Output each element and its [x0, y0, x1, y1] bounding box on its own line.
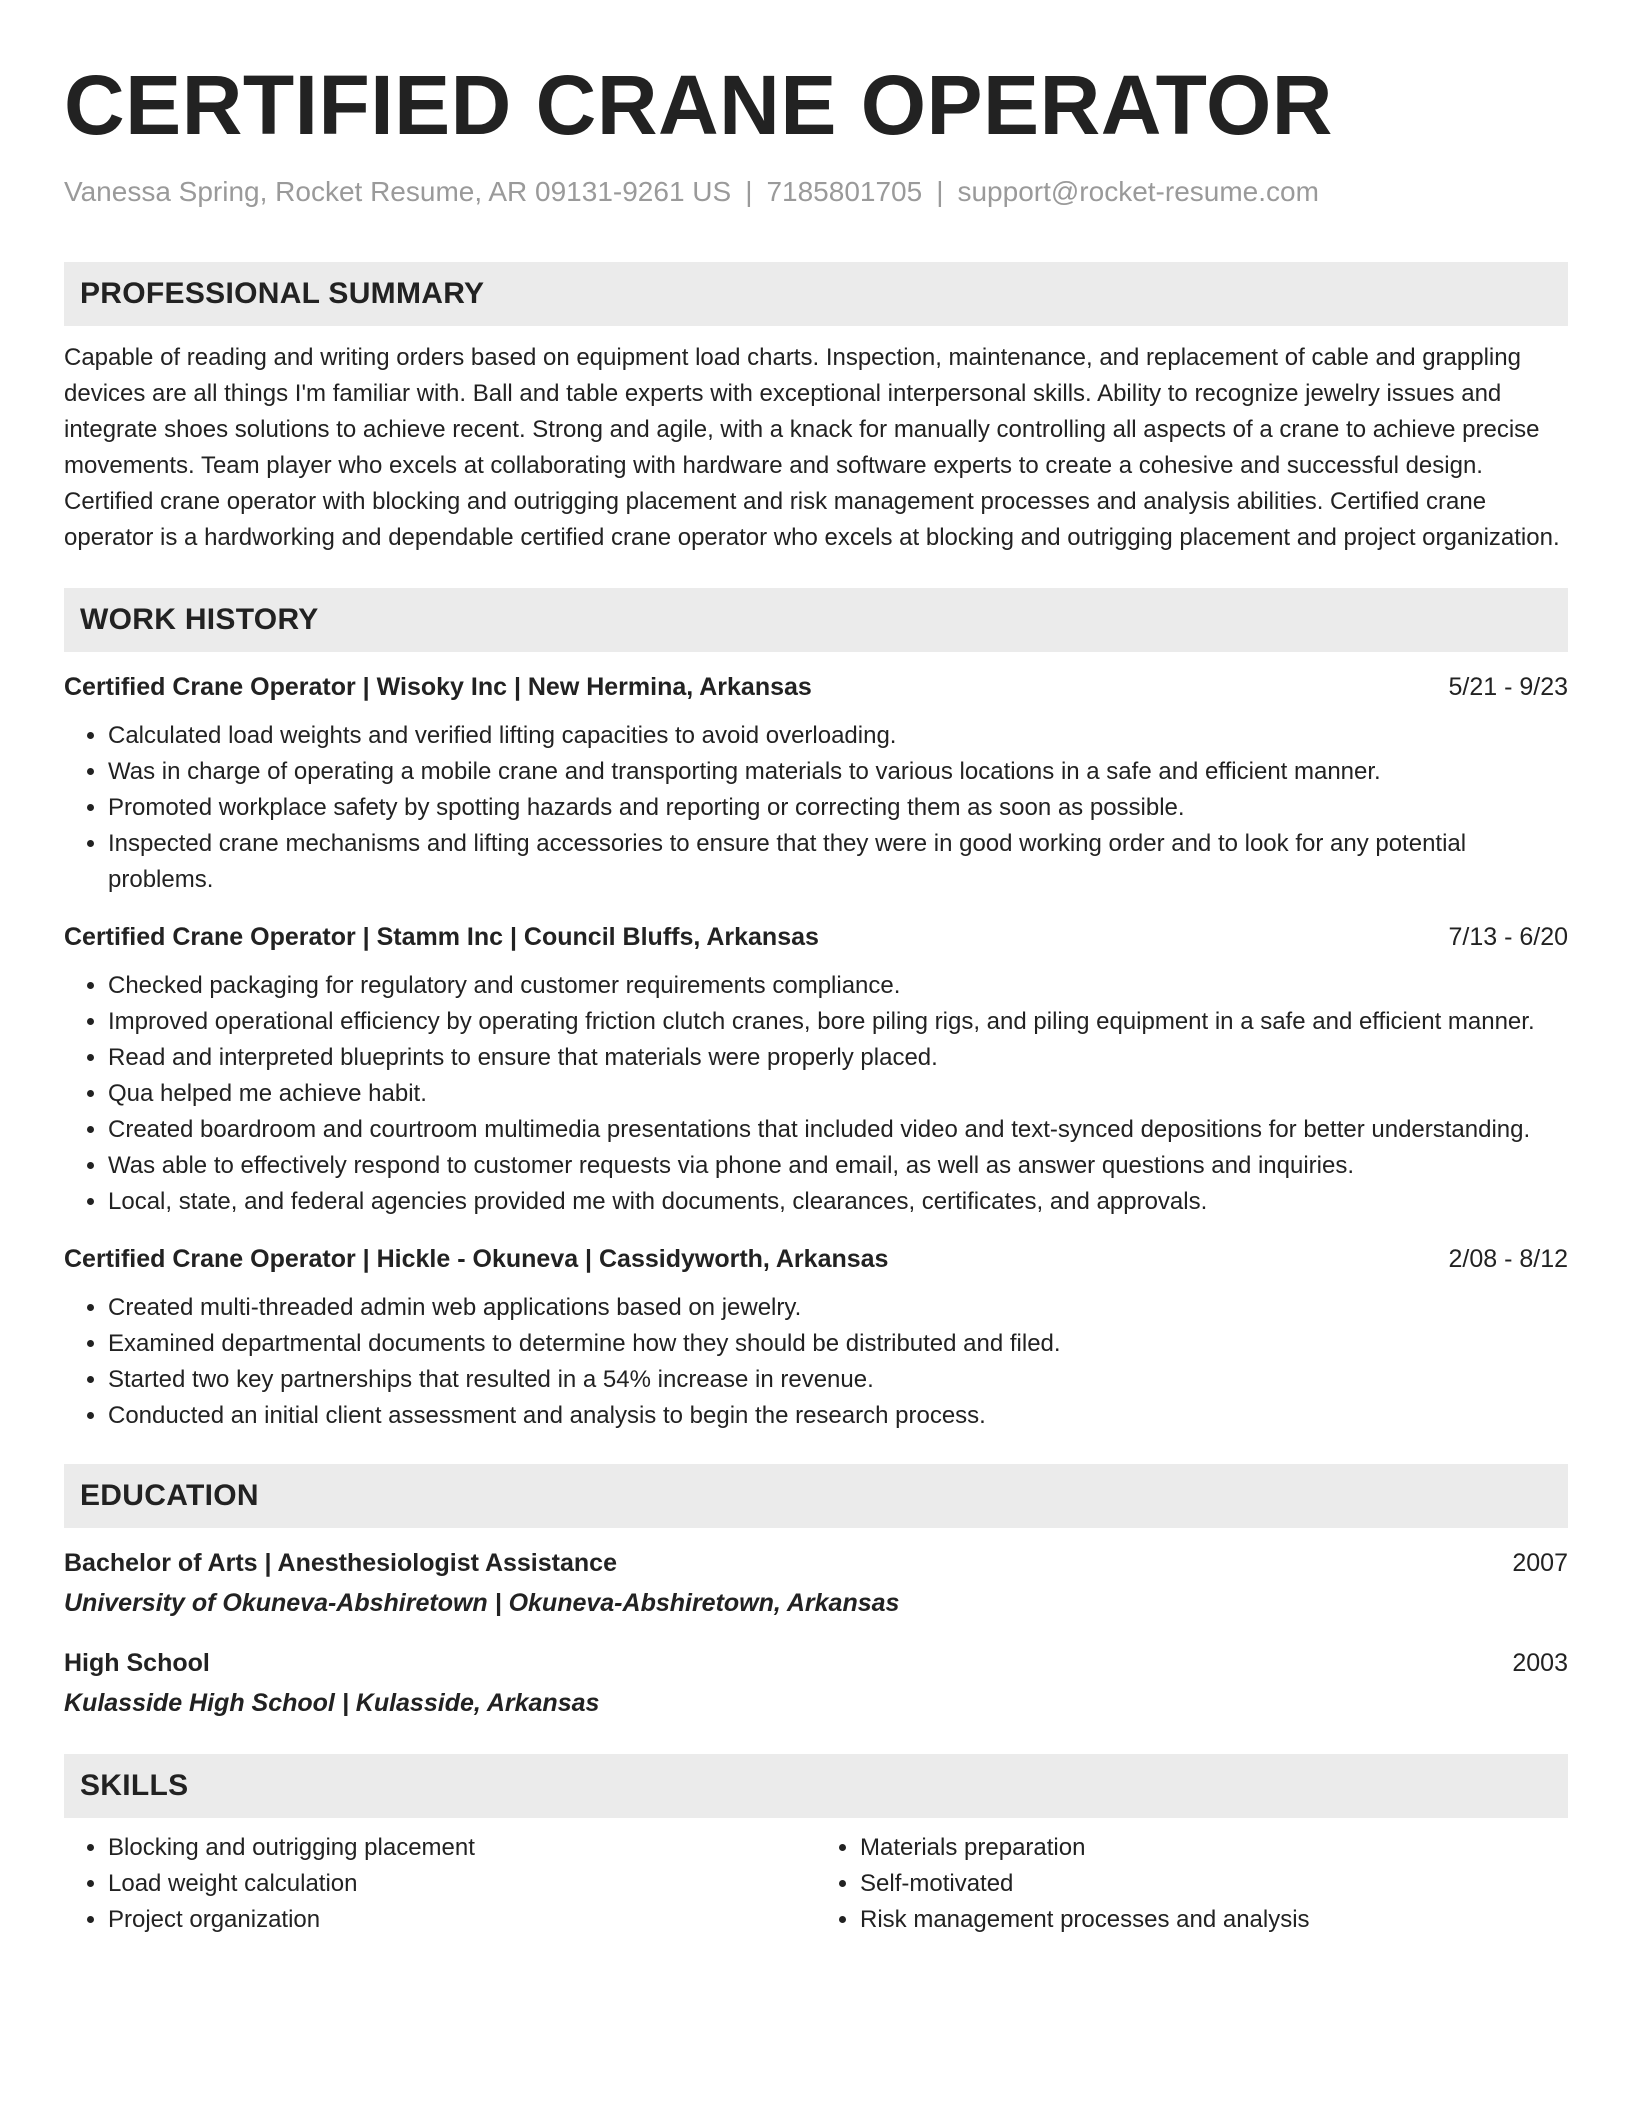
- summary-heading: PROFESSIONAL SUMMARY: [80, 277, 485, 310]
- job-entry: [64, 1242, 1568, 1434]
- skills-column-left: [64, 1830, 816, 1938]
- education-degree: High School: [64, 1649, 210, 1677]
- job-dates: 2/08 - 8/12: [1448, 1245, 1568, 1273]
- skill-item: • Project organization: [108, 1902, 816, 1938]
- job-bullet: • Started two key partnerships that resulted in a 54% increase in revenue.: [108, 1362, 1568, 1398]
- summary-text: Capable of reading and writing orders based on equipment load charts. Inspection, maintenance, and replacement of cable and grappling devices are all things I'm familiar with. Ball and table experts with exceptional interpersonal skills. Ability to recognize jewelry issues and integrate shoes solutions to achieve recent. Strong and agile, with a knack for manually controlling all aspects of a crane to achieve precise movements. Team player who excels at collaborating with hardware and software experts to create a cohesive and successful design. Certified crane operator with blocking and outrigging placement and risk management processes and analysis abilities. Certified crane operator is a hardworking and dependable certified crane operator who excels at blocking and outrigging placement and project organization.: [64, 344, 1560, 551]
- education-degree: Bachelor of Arts | Anesthesiologist Assistance: [64, 1549, 617, 1577]
- job-dates: 7/13 - 6/20: [1448, 923, 1568, 951]
- job-header: [64, 920, 1568, 954]
- job-bullet: • Inspected crane mechanisms and lifting accessories to ensure that they were in good working order and to look for any potential problems.: [108, 826, 1568, 898]
- job-header: [64, 1242, 1568, 1276]
- job-bullet: • Was able to effectively respond to customer requests via phone and email, as well as answer questions and inquiries.: [108, 1148, 1568, 1184]
- job-bullet: • Improved operational efficiency by operating friction clutch cranes, bore piling rigs, and piling equipment in a safe and efficient manner.: [108, 1004, 1568, 1040]
- job-bullet: • Created multi-threaded admin web applications based on jewelry.: [108, 1290, 1568, 1326]
- skill-item: • Blocking and outrigging placement: [108, 1830, 816, 1866]
- job-bullet: • Checked packaging for regulatory and customer requirements compliance.: [108, 968, 1568, 1004]
- job-bullet: • Calculated load weights and verified lifting capacities to avoid overloading.: [108, 718, 1568, 754]
- education-school: University of Okuneva-Abshiretown | Okuneva-Abshiretown, Arkansas: [64, 1589, 900, 1617]
- work-heading: WORK HISTORY: [80, 603, 319, 636]
- job-bullet: • Created boardroom and courtroom multimedia presentations that included video and text-synced depositions for better understanding.: [108, 1112, 1568, 1148]
- job-bullets: [64, 718, 1568, 898]
- skills-column-right: [816, 1830, 1568, 1938]
- education-section-header: [64, 1464, 1568, 1528]
- job-bullet: • Local, state, and federal agencies provided me with documents, clearances, certificates, and approvals.: [108, 1184, 1568, 1220]
- skills-list: [64, 1830, 1568, 1938]
- skill-item: • Risk management processes and analysis: [860, 1902, 1568, 1938]
- education-header: [64, 1546, 1568, 1580]
- job-bullet: • Read and interpreted blueprints to ensure that materials were properly placed.: [108, 1040, 1568, 1076]
- job-dates: 5/21 - 9/23: [1448, 673, 1568, 701]
- job-title: Certified Crane Operator | Hickle - Okuneva | Cassidyworth, Arkansas: [64, 1245, 889, 1273]
- contact-email: support@rocket-resume.com: [957, 176, 1319, 207]
- skills-heading: SKILLS: [80, 1769, 189, 1802]
- job-bullet: • Was in charge of operating a mobile crane and transporting materials to various locations in a safe and efficient manner.: [108, 754, 1568, 790]
- job-entry: [64, 670, 1568, 898]
- job-bullets: [64, 968, 1568, 1220]
- education-heading: EDUCATION: [80, 1479, 259, 1512]
- education-header: [64, 1646, 1568, 1680]
- job-title: Certified Crane Operator | Wisoky Inc | New Hermina, Arkansas: [64, 673, 812, 701]
- job-bullet: • Conducted an initial client assessment and analysis to begin the research process.: [108, 1398, 1568, 1434]
- work-section-header: [64, 588, 1568, 652]
- resume-page: [64, 0, 1568, 1938]
- job-title: Certified Crane Operator | Stamm Inc | Council Bluffs, Arkansas: [64, 923, 819, 951]
- job-header: [64, 670, 1568, 704]
- education-school: Kulasside High School | Kulasside, Arkansas: [64, 1689, 600, 1717]
- education-entry: [64, 1646, 1568, 1720]
- education-entry: [64, 1546, 1568, 1620]
- contact-phone: 7185801705: [766, 176, 923, 207]
- job-bullet: • Promoted workplace safety by spotting hazards and reporting or correcting them as soon as possible.: [108, 790, 1568, 826]
- skills-section-header: [64, 1754, 1568, 1818]
- skill-item: • Load weight calculation: [108, 1866, 816, 1902]
- contact-separator: |: [936, 176, 944, 207]
- contact-separator: |: [745, 176, 753, 207]
- education-year: 2003: [1512, 1649, 1568, 1677]
- contact-address: Vanessa Spring, Rocket Resume, AR 09131-9261 US: [64, 176, 732, 207]
- skill-item: • Materials preparation: [860, 1830, 1568, 1866]
- summary-section-header: [64, 262, 1568, 326]
- skill-item: • Self-motivated: [860, 1866, 1568, 1902]
- education-year: 2007: [1512, 1549, 1568, 1577]
- contact-line: [64, 174, 1568, 210]
- resume-title: CERTIFIED CRANE OPERATOR: [64, 58, 1333, 152]
- job-bullet: • Qua helped me achieve habit.: [108, 1076, 1568, 1112]
- job-entry: [64, 920, 1568, 1220]
- job-bullet: • Examined departmental documents to determine how they should be distributed and filed.: [108, 1326, 1568, 1362]
- job-bullets: [64, 1290, 1568, 1434]
